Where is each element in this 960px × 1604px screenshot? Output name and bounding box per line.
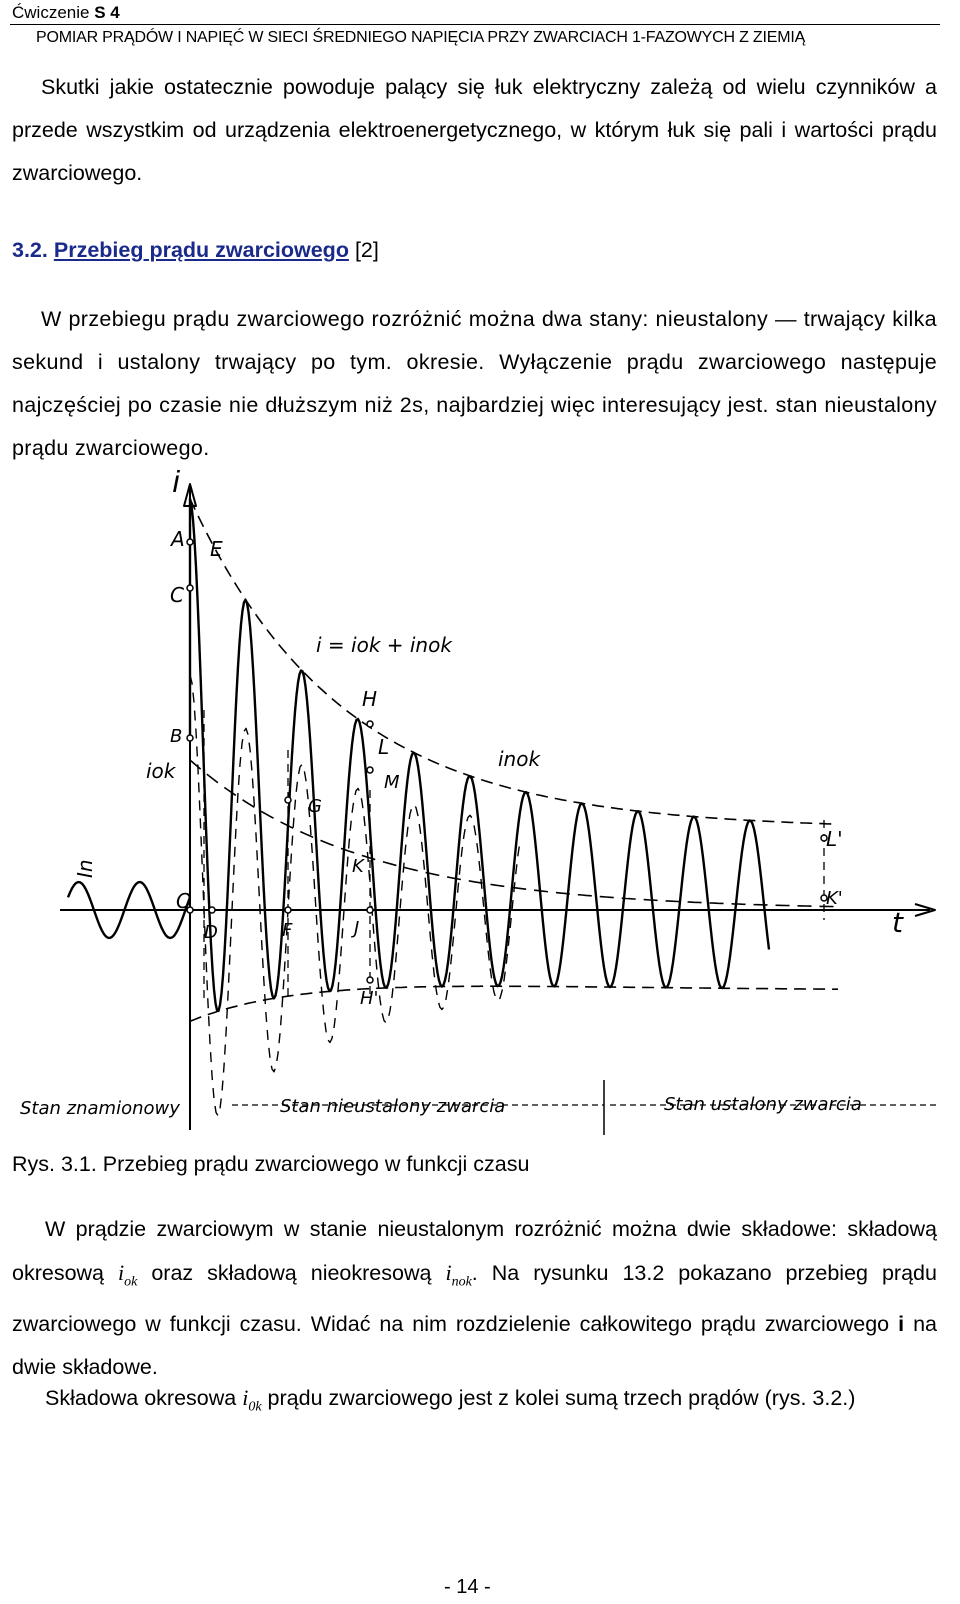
lower-envelope	[190, 986, 838, 1021]
state-steady-label: Stan ustalony zwarcia	[664, 1094, 862, 1115]
exercise-label: Ćwiczenie S 4	[12, 3, 120, 22]
label-M: M	[384, 772, 400, 793]
total-current-wave	[190, 499, 769, 1011]
point-D	[209, 907, 215, 913]
point-M	[367, 767, 373, 773]
point-J	[367, 907, 373, 913]
symbol-i0k: $i_{0k}$	[242, 1385, 262, 1415]
section-number: 3.2.	[12, 238, 48, 262]
short-circuit-current-figure	[0, 470, 960, 1150]
label-L-prime: L'	[826, 827, 843, 851]
label-inok: inok	[498, 747, 541, 771]
label-B: B	[170, 726, 183, 747]
label-G: G	[308, 796, 322, 817]
paragraph-1: Skutki jakie ostatecznie powoduje palący się łuk elektryczny zależą od wielu czynników a przede wszystkim od urządzenia elektroenergetycznego, w którym łuk się pali i wartości prądu zwarciowego.	[12, 75, 937, 185]
label-L: L	[378, 735, 390, 759]
paragraph-3: W prądzie zwarciowym w stanie nieustalonym rozróżnić można dwie składowe: składową okresową $i_{ok}$ oraz składową nieokresową $i_{nok}$. Na rysunku 13.2 pokazano przebieg prądu zwarciowego w funkcji czasu. Widać na nim rozdzielenie całkowitego prądu zwarciowego i na dwie składowe.	[12, 1217, 937, 1380]
point-G	[285, 797, 291, 803]
section-title[interactable]: Przebieg prądu zwarciowego	[53, 238, 349, 262]
label-iok: iok	[146, 759, 176, 783]
section-heading	[12, 238, 379, 263]
paragraph-4: Składowa okresowa $i_{0k}$ prądu zwarciowego jest z kolei sumą trzech prądów (rys. 3.2.)	[45, 1385, 856, 1415]
state-nominal-label: Stan znamionowy	[20, 1098, 180, 1119]
axis-x-label: t	[892, 906, 903, 939]
label-D: D	[204, 922, 218, 943]
figure-caption: Rys. 3.1. Przebieg prądu zwarciowego w funkcji czasu	[12, 1152, 530, 1176]
label-A: A	[171, 527, 185, 551]
state-transient-label: Stan nieustalony zwarcia	[280, 1096, 506, 1117]
point-A	[187, 539, 193, 545]
point-C	[187, 585, 193, 591]
label-F: F	[282, 920, 293, 941]
symbol-inok: $i_{nok}$	[445, 1260, 472, 1290]
symbol-i-bold: i	[898, 1312, 905, 1337]
axis-y-label: i	[172, 470, 181, 500]
upper-envelope	[190, 499, 838, 824]
header-rule	[10, 24, 940, 25]
point-Hp	[367, 977, 373, 983]
label-K-prime: K'	[826, 888, 843, 909]
label-H-prime: H'	[360, 988, 379, 1009]
label-E: E	[210, 537, 223, 561]
paragraph-2: W przebiegu prądu zwarciowego rozróżnić można dwa stany: nieustalony — trwający kilka sekund i ustalony trwający po tym. okresie. Wyłączenie prądu zwarciowego następuje najczęściej po czasie nie dłuższym niż 2s, najbardziej więc interesujący jest. stan nieustalony prądu zwarciowego.	[12, 307, 937, 460]
point-F	[285, 907, 291, 913]
label-O: O	[176, 889, 192, 913]
section-reference: [2]	[354, 238, 379, 262]
label-H: H	[362, 687, 378, 711]
label-C: C	[170, 583, 184, 607]
page-number: - 14 -	[444, 1576, 491, 1598]
label-K: K	[352, 856, 364, 877]
label-In: In	[73, 859, 97, 878]
formula-label: i = iok + inok	[316, 633, 452, 657]
point-B	[187, 735, 193, 741]
figure-svg	[0, 470, 960, 1150]
header-subtitle: POMIAR PRĄDÓW I NAPIĘĆ W SIECI ŚREDNIEGO NAPIĘCIA PRZY ZWARCIACH 1-FAZOWYCH Z ZIEMIĄ	[36, 29, 806, 46]
point-H	[367, 721, 373, 727]
label-J: J	[354, 918, 360, 939]
periodic-component-curve	[190, 675, 520, 1116]
symbol-iok: $i_{ok}$	[118, 1260, 138, 1290]
